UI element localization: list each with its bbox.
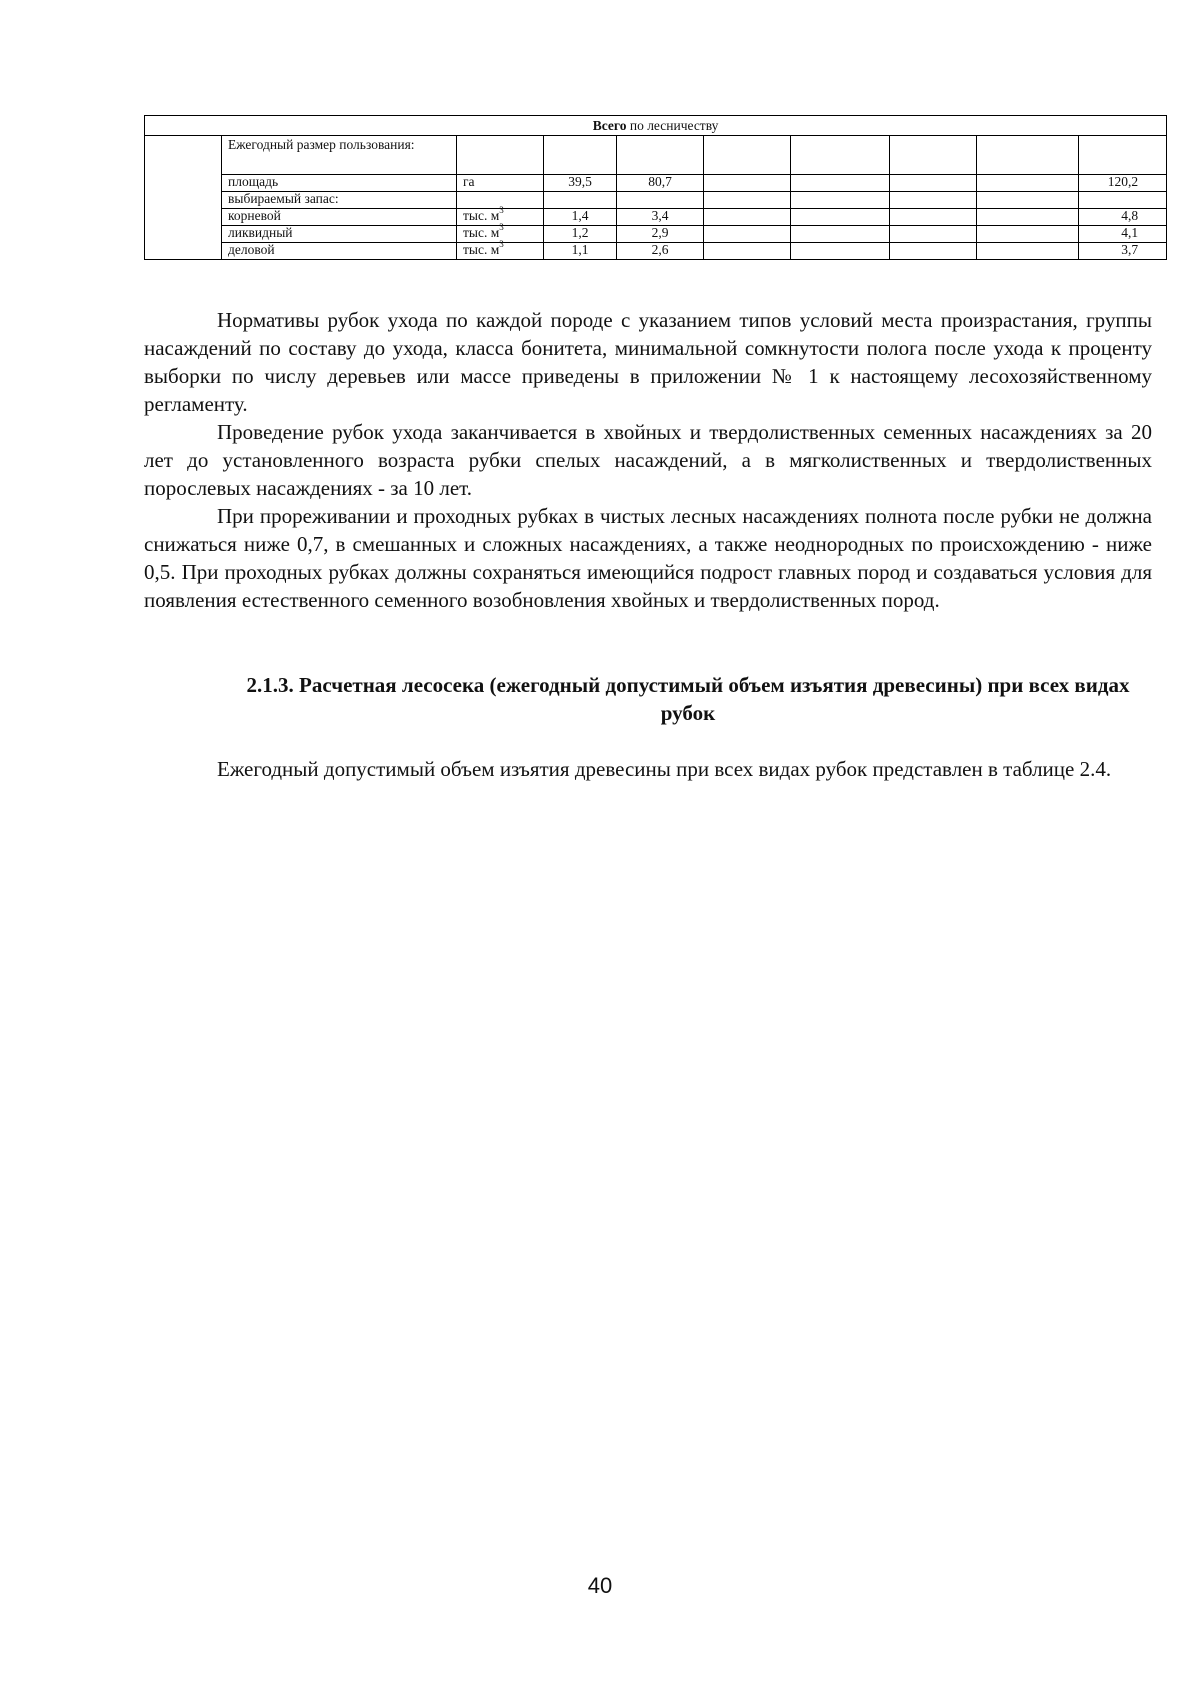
table-row [145,226,1167,243]
value-cell [791,192,890,209]
total-cell: 120,2 [1079,175,1167,192]
value-cell [544,136,617,175]
table-row [145,243,1167,260]
section-heading: 2.1.3. Расчетная лесосека (ежегодный допустимый объем изъятия древесины) при всех видах рубок [246,673,1130,725]
paragraph-density-limits: При прореживании и проходных рубках в чистых лесных насаждениях полнота после рубки не должна снижаться ниже 0,7, в смешанных и сложных насаждениях, а также неоднородных по происхождению - ниже 0,5. При проходных рубках должны сохраняться имеющийся подрост главных пород и создаваться условия для появления естественного семенного возобновления хвойных и твердолиственных пород. [144,504,1152,612]
value-cell [704,192,791,209]
value-cell: 2,6 [617,243,704,260]
value-cell: 1,4 [544,209,617,226]
value-cell [890,243,977,260]
total-cell: 4,1 [1079,226,1167,243]
value-cell [791,136,890,175]
value-cell [890,136,977,175]
paragraph-thinning-norms: Нормативы рубок ухода по каждой породе с указанием типов условий места произрастания, группы насаждений по составу до ухода, класса бонитета, минимальной сомкнутости полога после ухода к проценту выборки по числу деревьев или массе приведены в приложении № 1 к настоящему лесохозяйственному регламенту. [144,308,1152,416]
value-cell: 1,2 [544,226,617,243]
table-caption [145,116,1167,136]
value-cell [544,192,617,209]
row-label: ликвидный [222,226,457,243]
value-cell [791,209,890,226]
caption-bold: Всего [592,117,627,133]
table-row [145,175,1167,192]
total-cell: 3,7 [1079,243,1167,260]
value-cell [704,136,791,175]
value-cell [617,136,704,175]
value-cell [977,226,1079,243]
value-cell [1079,192,1167,209]
value-cell [704,175,791,192]
value-cell [977,192,1079,209]
value-cell [704,243,791,260]
value-cell [617,192,704,209]
unit-sup: 3 [499,238,504,249]
value-cell [890,226,977,243]
table-caption-row [145,116,1167,136]
row-label: Ежегодный размер пользования: [222,136,457,175]
value-cell [704,226,791,243]
value-cell [890,209,977,226]
value-cell [791,243,890,260]
value-cell [890,192,977,209]
value-cell [1079,136,1167,175]
row-label: деловой [222,243,457,260]
value-cell: 3,4 [617,209,704,226]
value-cell [791,226,890,243]
row-label: площадь [222,175,457,192]
value-cell: 2,9 [617,226,704,243]
row-label: выбираемый запас: [222,192,457,209]
value-cell: 1,1 [544,243,617,260]
table-row [145,136,1167,175]
value-cell [977,136,1079,175]
value-cell: 39,5 [544,175,617,192]
paragraph-annual-volume: Ежегодный допустимый объем изъятия древесины при всех видах рубок представлен в таблице 2.4. [217,757,1112,781]
total-cell: 4,8 [1079,209,1167,226]
unit-cell: га [457,175,544,192]
table-row [145,192,1167,209]
row-label: корневой [222,209,457,226]
value-cell: 80,7 [617,175,704,192]
value-cell [977,175,1079,192]
value-cell [977,243,1079,260]
value-cell [890,175,977,192]
value-cell [791,175,890,192]
table-row [145,209,1167,226]
unit-sup: 3 [499,204,504,215]
unit-sup: 3 [499,221,504,232]
summary-table [144,115,1167,260]
unit-text: тыс. м [463,208,500,223]
unit-cell [457,238,544,260]
caption-rest: по лесничеству [626,117,719,133]
unit-cell [457,136,544,175]
unit-text: тыс. м [463,225,500,240]
blank-cell [145,136,222,260]
value-cell [977,209,1079,226]
page-number: 40 [587,1573,613,1598]
value-cell [704,209,791,226]
unit-text: тыс. м [463,242,500,257]
paragraph-thinning-completion: Проведение рубок ухода заканчивается в хвойных и твердолиственных семенных насаждениях за 20 лет до установленного возраста рубки спелых насаждений, а в мягколиственных и твердолиственных порослевых насаждениях - за 10 лет. [144,420,1152,500]
